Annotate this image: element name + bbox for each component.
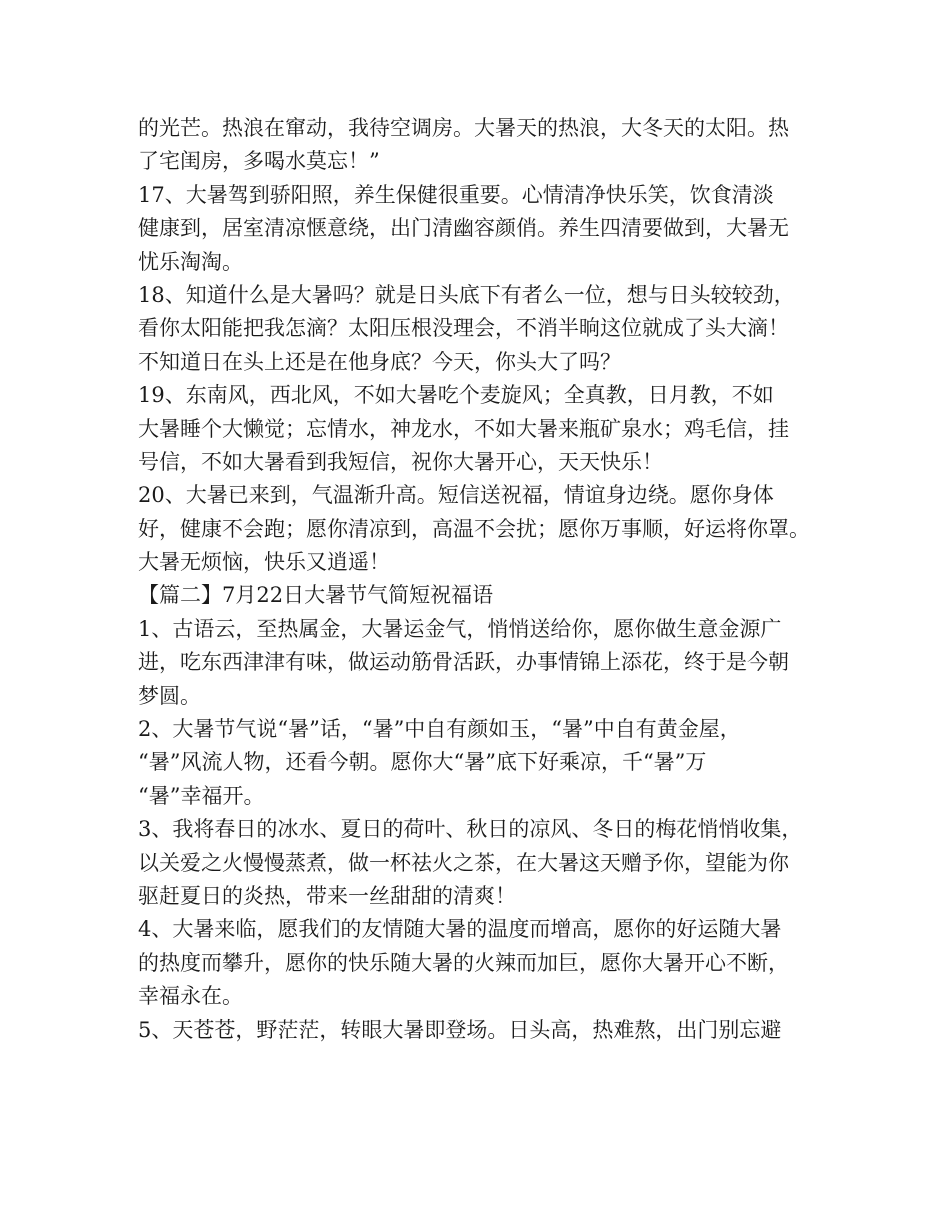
text-line: 大暑无烦恼，快乐又逍遥！ [138, 550, 390, 575]
text-line: 4、大暑来临，愿我们的友情随大暑的温度而增高，愿你的好运随大暑 [138, 917, 782, 942]
text-line: 梦圆。 [138, 683, 201, 708]
text-line: “暑”风流人物，还看今朝。愿你大“暑”底下好乘凉，千“暑”万 [138, 750, 707, 775]
text-line: 2、大暑节气说“暑”话，“暑”中自有颜如玉，“暑”中自有黄金屋， [138, 717, 741, 742]
text-line: 的光芒。热浪在窜动，我待空调房。大暑天的热浪，大冬天的太阳。热 [138, 116, 789, 140]
text-line: 的热度而攀升，愿你的快乐随大暑的火辣而加巨，愿你大暑开心不断， [138, 950, 789, 975]
text-line: 幸福永在。 [138, 984, 243, 1009]
section-heading: 【篇二】7月22日大暑节气简短祝福语 [138, 583, 494, 608]
text-line: 驱赶夏日的炎热，带来一丝甜甜的清爽！ [138, 883, 516, 908]
text-line: 3、我将春日的冰水、夏日的荷叶、秋日的凉风、冬日的梅花悄悄收集， [138, 817, 803, 842]
text-line: 5、天苍苍，野茫茫，转眼大暑即登场。日头高，热难熬，出门别忘避 [138, 1017, 782, 1042]
text-line: 18、知道什么是大暑吗？就是日头底下有者么一位，想与日头较较劲， [138, 282, 795, 307]
text-line: 忧乐淘淘。 [138, 249, 243, 274]
text-line: 20、大暑已来到，气温渐升高。短信送祝福，情谊身边绕。愿你身体 [138, 483, 774, 508]
text-line: 大暑睡个大懒觉；忘情水，神龙水，不如大暑来瓶矿泉水；鸡毛信，挂 [138, 416, 789, 441]
text-line: 1、古语云，至热属金，大暑运金气，悄悄送给你，愿你做生意金源广 [138, 616, 782, 641]
text-line: 看你太阳能把我怎滴？太阳压根没理会，不消半晌这位就成了头大滴！ [138, 316, 789, 341]
text-line: 进，吃东西津津有味，做运动筋骨活跃，办事情锦上添花，终于是今朝 [138, 650, 789, 675]
text-line: “暑”幸福开。 [138, 783, 265, 808]
text-line: 健康到，居室清凉惬意绕，出门清幽容颜俏。养生四清要做到，大暑无 [138, 216, 789, 241]
text-line: 19、东南风，西北风，不如大暑吃个麦旋风；全真教，日月教，不如 [138, 383, 774, 408]
text-line: 好，健康不会跑；愿你清凉到，高温不会扰；愿你万事顺，好运将你罩。 [138, 516, 810, 541]
document-body [138, 112, 828, 1047]
text-line: 了宅闺房，多喝水莫忘！” [138, 149, 380, 174]
text-line: 17、大暑驾到骄阳照，养生保健很重要。心情清净快乐笑，饮食清淡 [138, 182, 774, 207]
text-line: 以关爱之火慢慢蒸煮，做一杯祛火之茶，在大暑这天赠予你，望能为你 [138, 850, 789, 875]
text-line: 号信，不如大暑看到我短信，祝你大暑开心，天天快乐！ [138, 449, 663, 474]
text-line: 不知道日在头上还是在他身底？今天，你头大了吗？ [138, 349, 621, 374]
